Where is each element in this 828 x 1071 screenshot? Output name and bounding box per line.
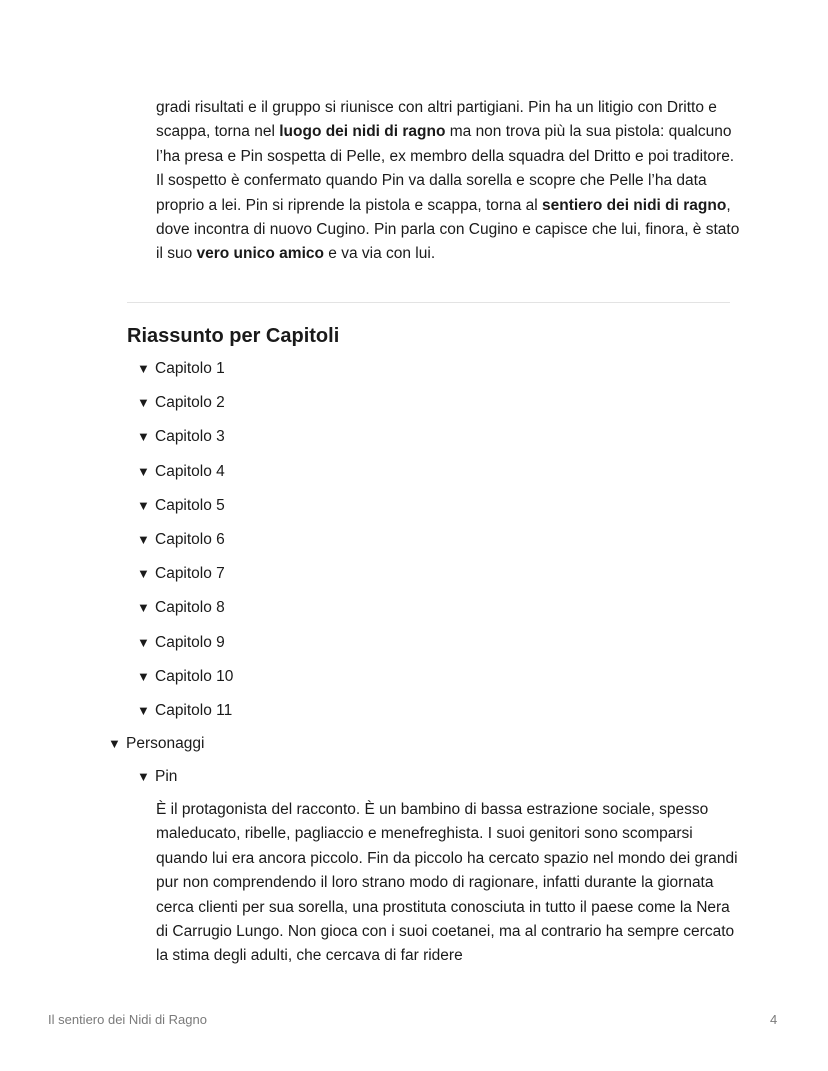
chapter-label: Capitolo 3 (155, 428, 225, 446)
chapter-label: Capitolo 9 (155, 633, 225, 651)
footer-page-number: 4 (770, 1012, 778, 1027)
chapter-toggle-4[interactable] (137, 461, 233, 495)
chapter-toggle-8[interactable] (137, 597, 233, 631)
chapter-label: Capitolo 8 (155, 599, 225, 617)
chapter-label: Capitolo 5 (155, 496, 225, 514)
triangle-down-icon: ▼ (137, 497, 150, 513)
chapter-list (137, 358, 233, 734)
chapter-toggle-10[interactable] (137, 666, 233, 700)
chapter-label: Capitolo 6 (155, 530, 225, 548)
triangle-down-icon: ▼ (137, 668, 150, 684)
intro-text-1: gradi risultati e il gruppo si riunisce con altri partigiani. Pin ha un litigio con Dritto e scappa, torna nel (156, 99, 717, 141)
pin-toggle[interactable] (137, 766, 177, 788)
chapter-toggle-5[interactable] (137, 495, 233, 529)
chapter-label: Capitolo 7 (155, 565, 225, 583)
chapter-label: Capitolo 1 (155, 360, 225, 377)
intro-text-2: ma non trova più la sua pistola: qualcuno l’ha presa e Pin sospetta di Pelle, ex membro della squadra del Dritto e poi traditore. Il sospetto è confermato quando Pin va dalla sorella e scopre che Pelle l’ha data proprio a lei. Pin si riprende la pistola e scappa, torna al (156, 123, 735, 214)
triangle-down-icon: ▼ (108, 736, 121, 751)
triangle-down-icon: ▼ (137, 361, 150, 376)
chapter-label: Capitolo 4 (155, 462, 225, 480)
personaggi-toggle[interactable] (108, 733, 204, 755)
chapter-toggle-7[interactable] (137, 563, 233, 597)
triangle-down-icon: ▼ (137, 395, 150, 411)
intro-text-3: , dove incontra di nuovo Cugino. Pin parla con Cugino e capisce che lui, finora, è stato il suo (156, 196, 740, 263)
chapter-toggle-9[interactable] (137, 632, 233, 666)
triangle-down-icon: ▼ (137, 702, 150, 718)
triangle-down-icon: ▼ (137, 634, 150, 650)
triangle-down-icon: ▼ (137, 531, 150, 547)
triangle-down-icon: ▼ (137, 429, 150, 445)
chapter-label: Capitolo 11 (155, 701, 233, 719)
intro-bold-amico: vero unico amico (196, 245, 324, 263)
chapter-toggle-1[interactable] (137, 358, 233, 392)
chapter-label: Capitolo 10 (155, 667, 234, 685)
chapter-toggle-2[interactable] (137, 392, 233, 426)
chapter-toggle-3[interactable] (137, 426, 233, 460)
triangle-down-icon: ▼ (137, 463, 150, 479)
intro-text-4: e va via con lui. (323, 245, 436, 263)
intro-paragraph (156, 96, 746, 267)
triangle-down-icon: ▼ (137, 566, 150, 582)
intro-bold-sentiero: sentiero dei nidi di ragno (542, 196, 727, 214)
pin-description: È il protagonista del racconto. È un bambino di bassa estrazione sociale, spesso maleducato, ribelle, pagliaccio e menefreghista. I suoi genitori sono scomparsi quando lui era ancora piccolo. Fin da piccolo ha cercato spazio nel mondo dei grandi pur non comprendendo il loro strano modo di ragionare, infatti durante la giornata cerca clienti per sua sorella, una prostituta conosciuta in tutto il paese come la Nera di Carrugio Lungo. Non gioca con i suoi coetanei, ma al contrario ha sempre cercato la stima degli adulti, che cercava di far ridere (156, 801, 738, 965)
footer-document-title: Il sentiero dei Nidi di Ragno (48, 1012, 207, 1027)
section-divider (127, 302, 730, 303)
personaggi-label: Personaggi (126, 735, 205, 752)
chapter-toggle-6[interactable] (137, 529, 233, 563)
intro-bold-luogo: luogo dei nidi di ragno (279, 123, 446, 141)
triangle-down-icon: ▼ (137, 600, 150, 616)
chapter-label: Capitolo 2 (155, 394, 225, 412)
triangle-down-icon: ▼ (137, 769, 150, 784)
pin-label: Pin (155, 768, 178, 785)
chapter-toggle-11[interactable] (137, 700, 233, 734)
section-title: Riassunto per Capitoli (127, 325, 340, 347)
